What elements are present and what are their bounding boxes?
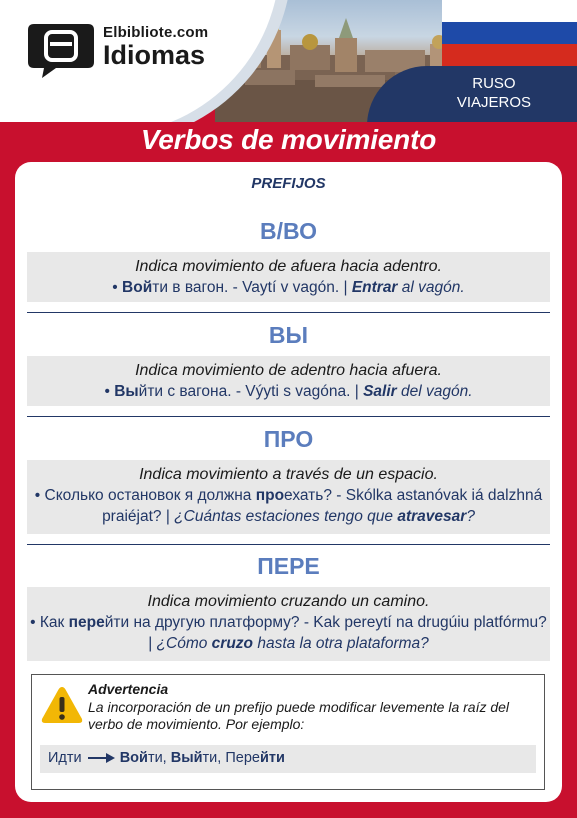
prefix-example xyxy=(27,381,550,402)
category-tab-text xyxy=(457,74,531,112)
text-run: ? xyxy=(466,508,475,525)
prefix-heading-pere: ПЕРЕ xyxy=(257,553,320,579)
text-run: • Как xyxy=(30,614,69,631)
warning-example-words xyxy=(120,750,285,766)
flag-blue-stripe xyxy=(442,22,577,44)
prefix-box-vy xyxy=(27,356,550,406)
text-run: del vagón. xyxy=(396,383,473,400)
prefix-heading-v: В/ВО xyxy=(260,218,317,244)
text-run: про xyxy=(255,487,285,504)
text-run: Salir xyxy=(363,383,397,400)
header xyxy=(0,0,577,122)
page-title: Verbos de movimiento xyxy=(140,124,437,155)
prefix-description: Indica movimiento a través de un espacio. xyxy=(139,466,438,483)
warning-text: La incorporación de un prefijo puede modificar levemente la raíz del verbo de movimiento. Por ejemplo: xyxy=(88,699,510,732)
text-run: ехать? - Skólka astanóvak iá dalzhná praiéjat? | xyxy=(102,487,543,525)
text-run: • Сколько остановок я должна xyxy=(34,487,256,504)
text-run: Вы xyxy=(114,383,139,400)
prefix-example xyxy=(27,612,550,654)
text-run: Пере xyxy=(225,750,260,766)
logo-brand: Idiomas xyxy=(103,40,206,70)
divider xyxy=(27,312,550,313)
prefix-description: Indica movimiento cruzando un camino. xyxy=(147,593,430,610)
flag-red-stripe xyxy=(442,44,577,66)
text-run: ти, xyxy=(147,750,171,766)
text-run: пере xyxy=(68,614,105,631)
prefix-example xyxy=(27,277,550,298)
text-run: ти, xyxy=(202,750,226,766)
text-run: • xyxy=(112,279,123,296)
divider xyxy=(27,544,550,545)
warning-triangle-icon xyxy=(40,685,84,725)
text-run: hasta la otra plataforma? xyxy=(253,635,429,652)
prefix-box-pere xyxy=(27,587,550,661)
warning-title: Advertencia xyxy=(88,681,169,697)
flag-white-stripe xyxy=(442,0,577,22)
logo-text xyxy=(103,24,208,69)
text-run: ¿Cómo xyxy=(156,635,212,652)
prefix-box-pro xyxy=(27,460,550,534)
text-run: Вый xyxy=(170,750,203,766)
prefix-description: Indica movimiento de afuera hacia adentro. xyxy=(135,258,442,275)
text-run: cruzo xyxy=(211,635,254,652)
text-run: йти на другую платформу? - Kak pereytí na drugúiu platfórmu? | xyxy=(104,614,547,652)
warning-example-base: Идти xyxy=(48,750,82,766)
content-card xyxy=(15,162,562,802)
prefix-box-v xyxy=(27,252,550,302)
text-run: Вой xyxy=(119,750,148,766)
divider xyxy=(27,416,550,417)
text-run: atravesar xyxy=(397,508,467,525)
text-run: ¿Cuántas estaciones tengo que xyxy=(174,508,398,525)
logo-speech-bubble-icon xyxy=(26,20,96,80)
logo-site: Elbibliote.com xyxy=(103,24,209,41)
language-label: RUSO xyxy=(472,75,516,92)
section-subtitle: PREFIJOS xyxy=(251,175,326,192)
prefix-heading-pro: ПРО xyxy=(263,426,314,452)
prefix-description: Indica movimiento de adentro hacia afuera. xyxy=(135,362,442,379)
text-run: ти в вагон. - Vaytí v vagón. | xyxy=(152,279,352,296)
text-run: • xyxy=(104,383,115,400)
warning-example xyxy=(40,745,536,773)
text-run: al vagón. xyxy=(397,279,465,296)
prefix-example xyxy=(27,485,550,527)
prefix-heading-vy: ВЫ xyxy=(268,322,309,348)
text-run: Entrar xyxy=(351,279,398,296)
text-run: йти xyxy=(259,750,285,766)
arrow-right-icon xyxy=(86,752,116,764)
text-run: Вой xyxy=(122,279,153,296)
warning-box xyxy=(31,674,545,790)
text-run: йти с вагона. - Výyti s vagóna. | xyxy=(138,383,364,400)
audience-label: VIAJEROS xyxy=(456,94,531,111)
